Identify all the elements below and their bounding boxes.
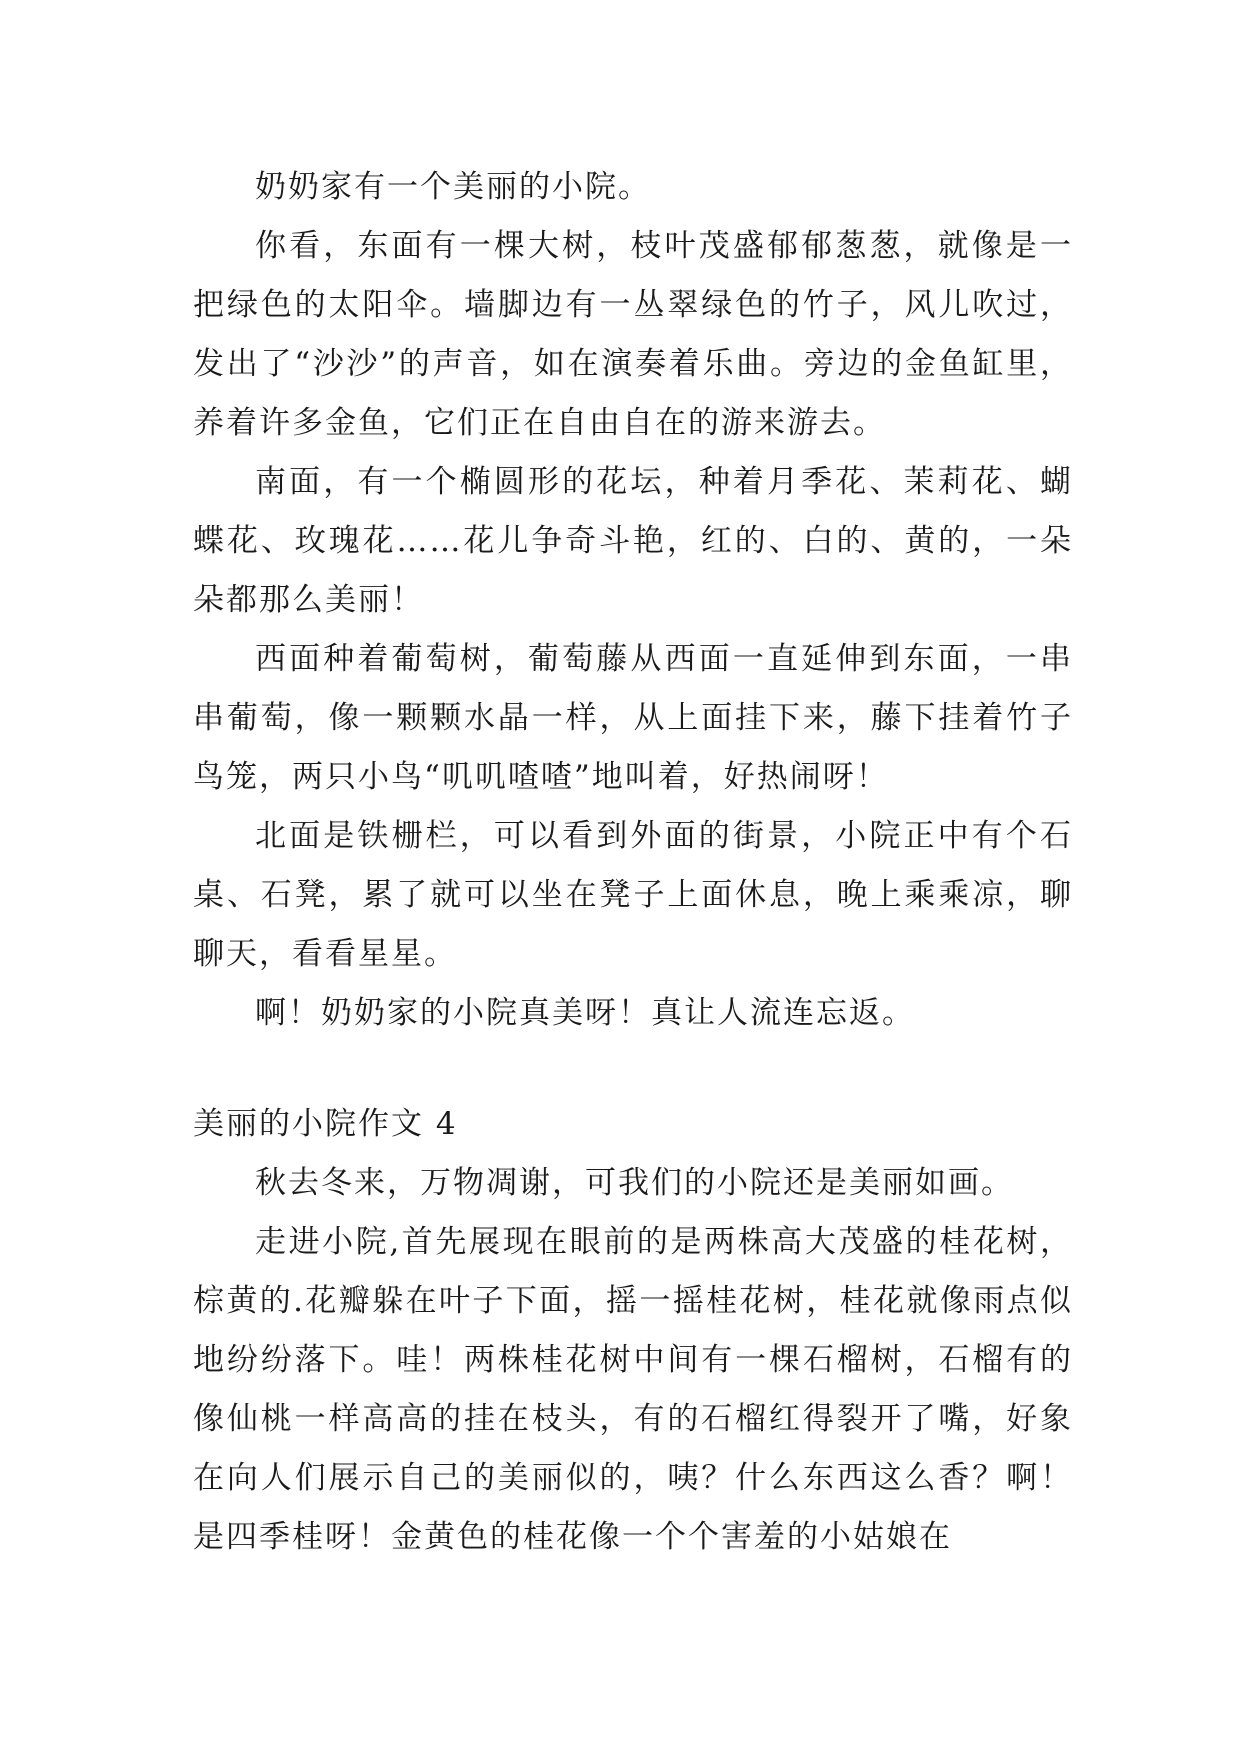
paragraph: 秋去冬来，万物凋谢，可我们的小院还是美丽如画。	[255, 1165, 1014, 1201]
paragraph: 奶奶家有一个美丽的小院。	[255, 169, 651, 205]
paragraph: 你看，东面有一棵大树，枝叶茂盛郁郁葱葱，就像是一把绿色的太阳伞。墙脚边有一丛翠绿色的竹子，风儿吹过，发出了“沙沙”的声音，如在演奏着乐曲。旁边的金鱼缸里，养着许多金鱼，它们正在自由自在的游来游去。	[193, 228, 1073, 441]
paragraph: 啊！奶奶家的小院真美呀！真让人流连忘返。	[255, 995, 915, 1031]
paragraph: 走进小院,首先展现在眼前的是两株高大茂盛的桂花树，棕黄的.花瓣躲在叶子下面，摇一摇桂花树，桂花就像雨点似地纷纷落下。哇！两株桂花树中间有一棵石榴树，石榴有的像仙桃一样高高的挂在枝头，有的石榴红得裂开了嘴，好象在向人们展示自己的美丽似的，咦？什么东西这么香？啊！是四季桂呀！金黄色的桂花像一个个害羞的小姑娘在	[193, 1224, 1073, 1555]
paragraph: 南面，有一个椭圆形的花坛，种着月季花、茉莉花、蝴蝶花、玫瑰花……花儿争奇斗艳，红的、白的、黄的，一朵朵都那么美丽！	[193, 464, 1073, 618]
paragraph: 北面是铁栅栏，可以看到外面的街景，小院正中有个石桌、石凳，累了就可以坐在凳子上面休息，晚上乘乘凉，聊聊天，看看星星。	[193, 818, 1073, 972]
section-heading: 美丽的小院作文 4	[193, 1106, 458, 1142]
paragraph: 西面种着葡萄树，葡萄藤从西面一直延伸到东面，一串串葡萄，像一颗颗水晶一样，从上面挂下来，藤下挂着竹子鸟笼，两只小鸟“叽叽喳喳”地叫着，好热闹呀！	[193, 641, 1073, 795]
article-body	[193, 158, 1073, 1567]
